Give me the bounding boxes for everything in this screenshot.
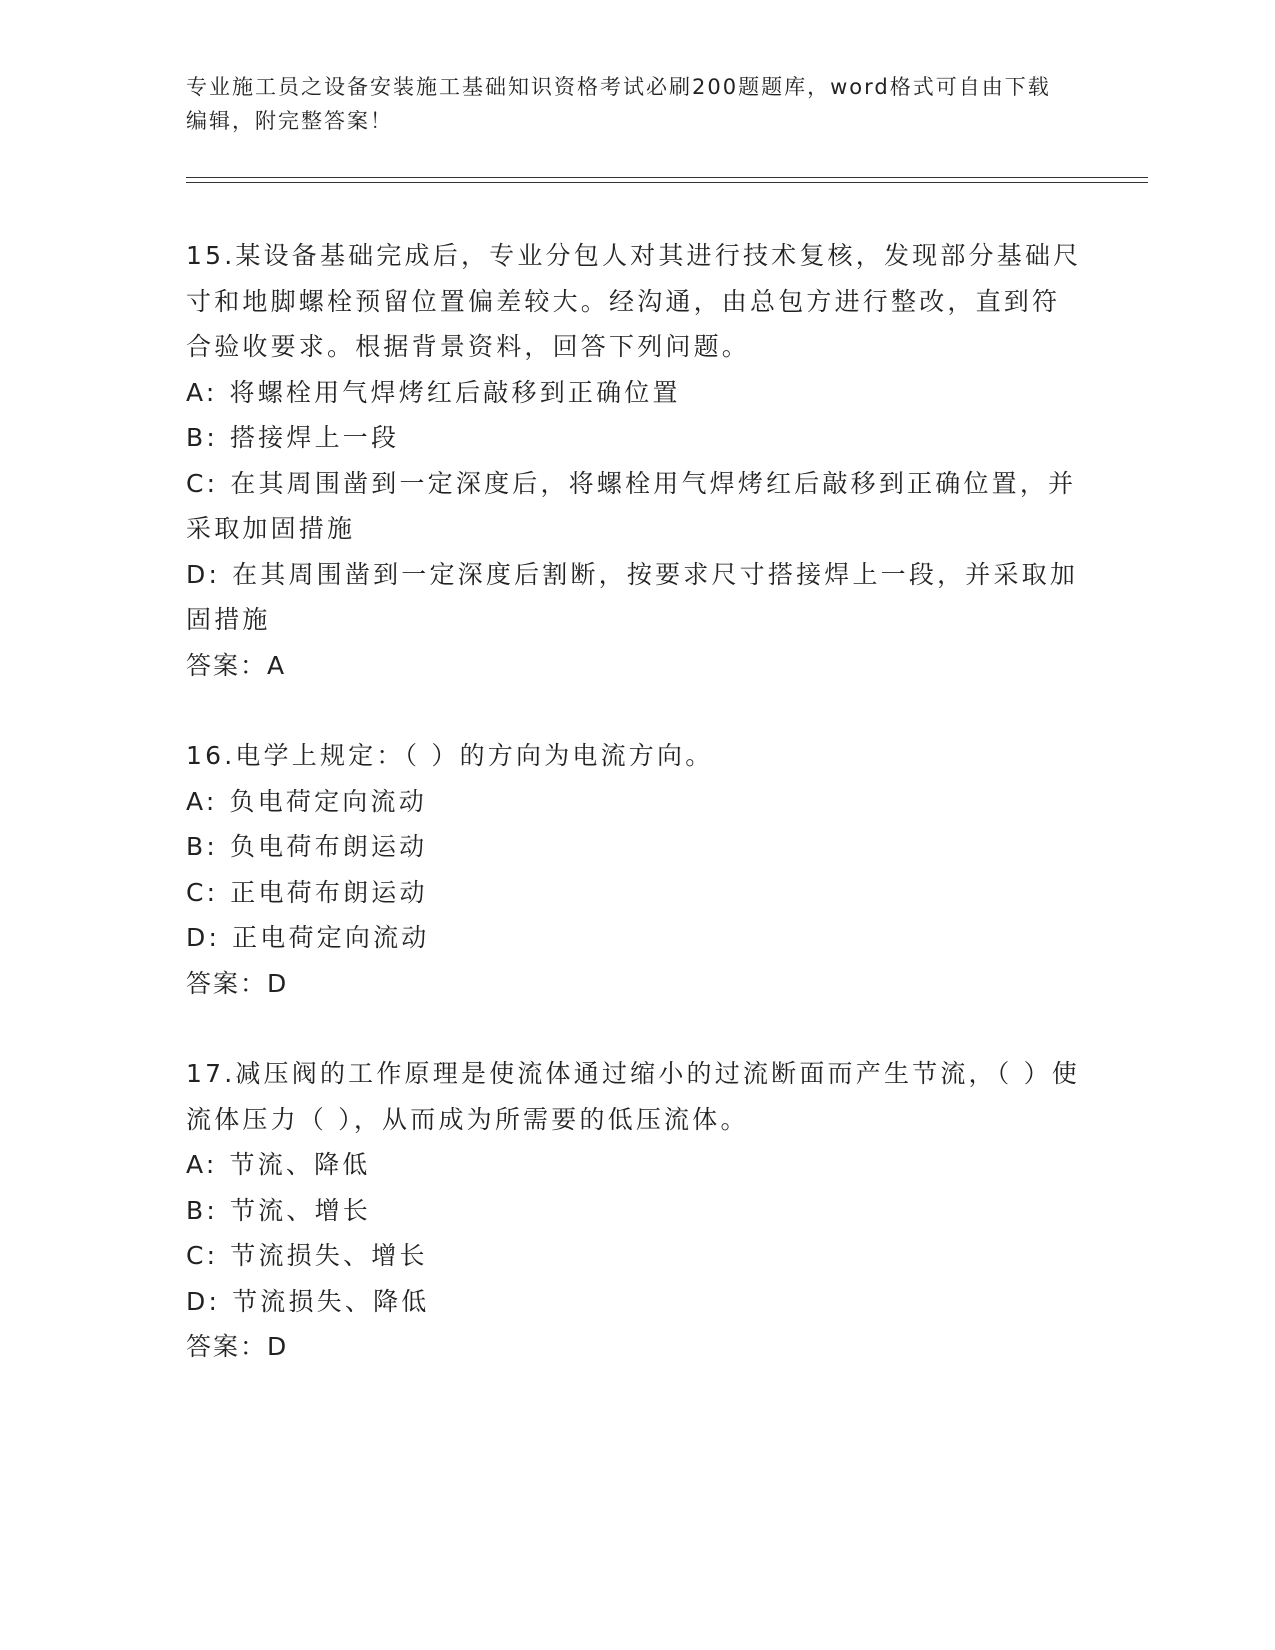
option-text: 节流损失、降低 (232, 1286, 430, 1316)
option-c (186, 1233, 1086, 1279)
option-key: D: (186, 923, 221, 952)
option-text: 负电荷布朗运动 (229, 832, 428, 861)
question-stem: 16.电学上规定：（ ）的方向为电流方向。 (186, 741, 714, 770)
option-text: 在其周围凿到一定深度后，将螺栓用气焊烤红后敲移到正确位置，并采取加固措施 (186, 468, 1077, 543)
option-text: 搭接焊上一段 (229, 423, 400, 452)
option-key: A: (186, 1150, 218, 1179)
option-d (186, 552, 1086, 643)
option-key: A: (186, 786, 218, 816)
question-16 (186, 733, 1086, 1006)
option-a (186, 1142, 1086, 1188)
answer: 答案：A (186, 650, 287, 680)
option-a (186, 370, 1086, 416)
option-key: B: (186, 423, 218, 452)
answer: 答案：D (186, 968, 289, 998)
option-d (186, 1279, 1086, 1325)
question-stem: 15.某设备基础完成后，专业分包人对其进行技术复核，发现部分基础尺寸和地脚螺栓预留位置偏差较大。经沟通，由总包方进行整改，直到符合验收要求。根据背景资料，回答下列问题。 (186, 241, 1082, 361)
option-text: 节流、增长 (229, 1195, 371, 1225)
option-d (186, 915, 1086, 961)
option-b (186, 824, 1086, 870)
option-key: C: (186, 468, 219, 498)
document-header: 专业施工员之设备安装施工基础知识资格考试必刷200题题库，word格式可自由下载编辑，附完整答案！ (186, 75, 1051, 133)
option-text: 正电荷定向流动 (232, 923, 430, 952)
option-key: D: (186, 559, 221, 589)
header-divider-top (186, 177, 1148, 178)
answer: 答案：D (186, 1332, 289, 1361)
option-key: B: (186, 832, 218, 861)
option-a (186, 779, 1086, 825)
question-15 (186, 233, 1086, 688)
option-b (186, 415, 1086, 461)
option-text: 节流、降低 (229, 1150, 371, 1179)
option-key: A: (186, 377, 218, 407)
option-c (186, 461, 1086, 552)
question-stem: 17.减压阀的工作原理是使流体通过缩小的过流断面而产生节流，（ ）使流体压力（ ），从而成为所需要的低压流体。 (186, 1059, 1081, 1134)
option-b (186, 1188, 1086, 1234)
option-c (186, 870, 1086, 916)
option-text: 节流损失、增长 (230, 1241, 428, 1270)
option-text: 将螺栓用气焊烤红后敲移到正确位置 (229, 377, 681, 407)
option-text: 负电荷定向流动 (229, 786, 427, 816)
question-17 (186, 1051, 1086, 1370)
option-key: D: (186, 1286, 221, 1316)
option-key: C: (186, 877, 219, 907)
header-divider-bottom (186, 182, 1148, 183)
option-text: 在其周围凿到一定深度后割断，按要求尺寸搭接焊上一段，并采取加固措施 (186, 559, 1079, 634)
option-text: 正电荷布朗运动 (230, 877, 428, 907)
option-key: C: (186, 1241, 219, 1270)
option-key: B: (186, 1195, 218, 1225)
